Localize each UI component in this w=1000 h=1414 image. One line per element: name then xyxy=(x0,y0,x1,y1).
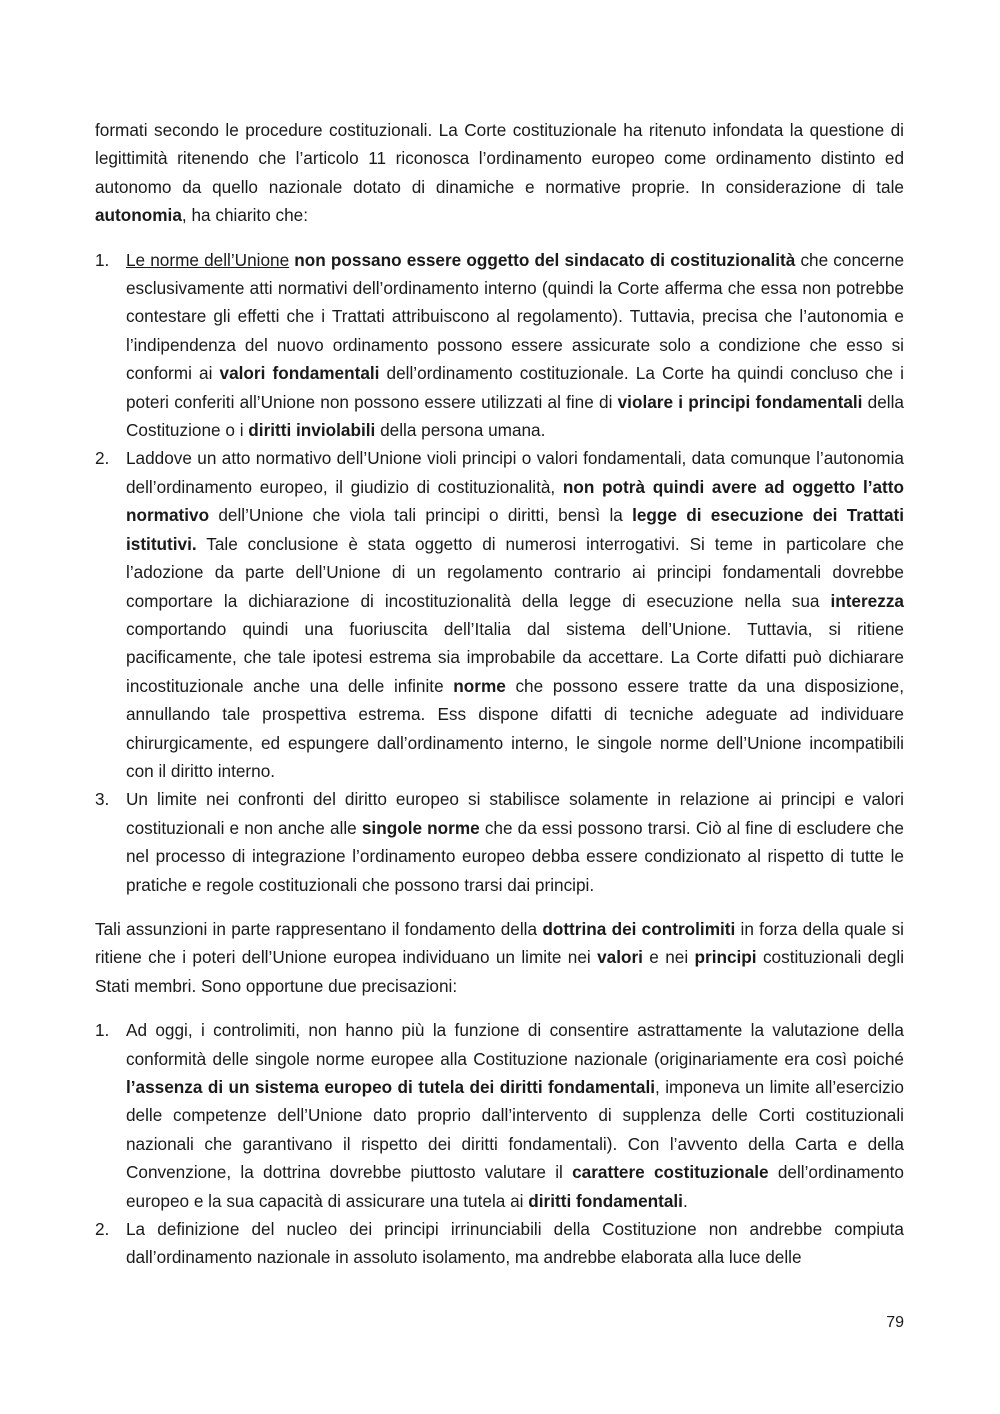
text-run: dell’ordinamento costituzionale. La Corte ha quindi concluso che i poteri conferiti all’Unione non possono essere utilizzati al fine di xyxy=(126,363,904,412)
bold-text: violare i principi fondamentali xyxy=(617,391,863,412)
text-run: della Costituzione o i xyxy=(126,391,904,441)
list-number: 3. xyxy=(95,789,110,810)
bold-text: norme xyxy=(453,675,506,696)
text-run: dell’ordinamento europeo e la sua capacità di assicurare una tutela ai xyxy=(126,1162,904,1211)
numbered-list-1 xyxy=(95,246,904,899)
intro-paragraph xyxy=(95,116,904,230)
text-run: La definizione del nucleo dei principi irrinunciabili della Costituzione non andrebbe compiuta dall’ordinamento nazionale in assoluto isolamento, ma andrebbe elaborata alla luce delle xyxy=(126,1219,904,1268)
bold-text: diritti inviolabili xyxy=(248,420,376,441)
list-item xyxy=(95,444,904,785)
text-run: che concerne esclusivamente atti normativi dell’ordinamento interno (quindi la Corte afferma che essa non potrebbe contestare gli effetti che i Trattati attribuiscono al regolamento). Tuttavia, precisa che l’autonomia e l’indipendenza del nuovo ordinamento possono essere assicurate solo a condizione che esso si conformi ai xyxy=(126,249,905,384)
text-run: dell’Unione che viola tali principi o diritti, bensì la xyxy=(209,505,633,526)
bold-text: legge di esecuzione dei Trattati istitutivi. xyxy=(126,505,905,554)
list-item xyxy=(95,785,904,899)
text-run: Tale conclusione è stata oggetto di numerosi interrogativi. Si teme in particolare che l’adozione da parte dell’Unione di un regolamento contrario ai principi fondamentali dovrebbe comportare la dichiarazione di incostituzionalità della legge di esecuzione nella sua xyxy=(126,533,904,611)
page-body xyxy=(95,116,904,1272)
bold-text: carattere costituzionale xyxy=(572,1162,769,1183)
list-item xyxy=(95,1016,904,1215)
bold-text: principi xyxy=(694,947,757,968)
text-run: Un limite nei confronti del diritto europeo si stabilisce solamente in relazione ai principi e valori costituzionali e non anche alle xyxy=(126,789,904,838)
text-run: formati secondo le procedure costituzionali. La Corte costituzionale ha ritenuto infondata la questione di legittimità ritenendo che l’articolo 11 riconosca l’ordinamento europeo come ordinamento distinto ed autonomo da quello nazionale dotato di dinamiche e normative proprie. In considerazione di tale xyxy=(95,120,904,197)
bold-text: interezza xyxy=(830,590,904,611)
bold-text: dottrina dei controlimiti xyxy=(542,918,736,939)
list-number: 1. xyxy=(95,249,110,270)
list-item xyxy=(95,1215,904,1272)
underlined-text: Le norme dell’Unione xyxy=(126,249,290,270)
text-run: Ad oggi, i controlimiti, non hanno più la funzione di consentire astrattamente la valutazione della conformità delle singole norme europee alla Costituzione nazionale (originariamente era così poiché xyxy=(126,1020,904,1069)
text-run: in forza della quale si ritiene che i poteri dell’Unione europea individuano un limite nei xyxy=(95,918,904,968)
bold-text: singole norme xyxy=(361,817,480,838)
text-run: Laddove un atto normativo dell’Unione violi principi o valori fondamentali, data comunque l’autonomia dell’ordinamento europeo, il giudizio di costituzionalità, xyxy=(126,448,904,497)
list-number: 2. xyxy=(95,1219,110,1240)
middle-paragraph xyxy=(95,915,904,1000)
text-run: costituzionali degli Stati membri. Sono opportune due precisazioni: xyxy=(95,947,905,996)
bold-text: non possano essere oggetto del sindacato di costituzionalità xyxy=(294,249,796,270)
list-number: 1. xyxy=(95,1020,110,1041)
text-run: che possono essere tratte da una disposizione, annullando tale prospettiva estrema. Ess dispone difatti di tecniche adeguate ad individuare chirurgicamente, ed espungere dall’ordinamento interno, le singole norme dell’Unione incompatibili con il diritto interno. xyxy=(126,675,904,781)
bold-text: valori xyxy=(597,947,643,968)
text-run: , imponeva un limite all’esercizio delle competenze dell’Unione dato proprio dall’intervento di supplenza delle Corti costituzionali nazionali che garantivano il rispetto dei diritti fondamentali). Con l’avvento della Carta e della Convenzione, la dottrina dovrebbe piuttosto valutare il xyxy=(126,1077,904,1183)
page-number: 79 xyxy=(886,1314,904,1331)
numbered-list-2 xyxy=(95,1016,904,1272)
bold-text: diritti fondamentali xyxy=(528,1190,683,1211)
text-run: e nei xyxy=(642,947,695,968)
text-run: che da essi possono trarsi. Ciò al fine di escludere che nel processo di integrazione l’ordinamento europeo debba essere condizionato al rispetto di tutte le pratiche e regole costituzionali che possono trarsi dai principi. xyxy=(126,817,904,895)
list-item xyxy=(95,246,904,445)
bold-text: autonomia xyxy=(95,205,182,226)
bold-text: valori fondamentali xyxy=(219,363,380,384)
text-run: della persona umana. xyxy=(375,420,546,441)
text-run: comportando quindi una fuoriuscita dell’Italia dal sistema dell’Unione. Tuttavia, si ritiene pacificamente, che tale ipotesi estrema sia improbabile da accettare. La Corte difatti può dichiarare incostituzionale anche una delle infinite xyxy=(126,618,904,696)
bold-text: non potrà quindi avere ad oggetto l’atto normativo xyxy=(126,476,905,526)
list-number: 2. xyxy=(95,448,110,469)
text-run: Tali assunzioni in parte rappresentano il fondamento della xyxy=(95,918,543,939)
text-run: . xyxy=(682,1190,688,1211)
bold-text: l’assenza di un sistema europeo di tutela dei diritti fondamentali xyxy=(126,1077,656,1097)
text-run: , ha chiarito che: xyxy=(181,205,309,226)
